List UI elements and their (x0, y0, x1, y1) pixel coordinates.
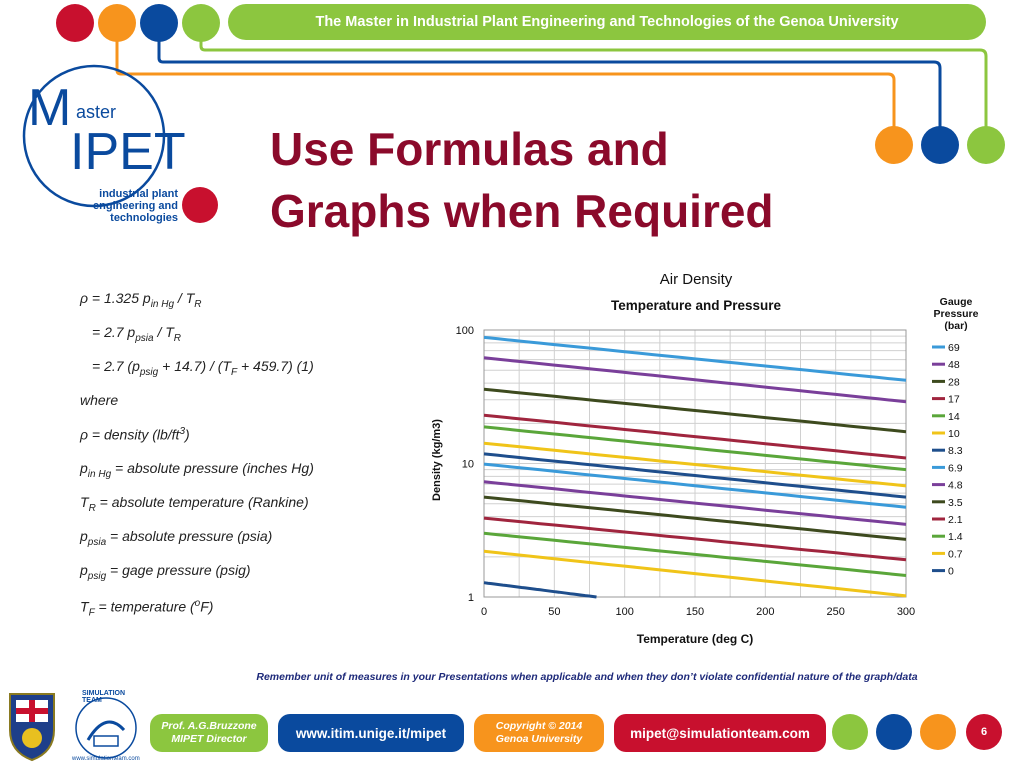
footer-blue-dot (876, 714, 912, 750)
legend-label-6.9: 6.9 (948, 462, 963, 475)
x-tick-label: 100 (615, 606, 634, 618)
def-pinhg: $p_{in Hg}$ = absolute pressure (inches Hg) (80, 460, 314, 480)
logo-aster: aster (76, 102, 117, 122)
legend-label-1.4: 1.4 (948, 531, 963, 544)
logo-m: M (28, 79, 72, 137)
green-dot-right (967, 126, 1005, 164)
def-tf: $T_F$ = temperature ($^o$F) (80, 598, 214, 619)
y-tick-label: 1 (467, 592, 474, 604)
legend-title: (bar) (944, 320, 968, 332)
logo-tagline-2: engineering and (93, 200, 178, 212)
formula-2: = 2.7 $p_{psia} / T_R$ (92, 324, 182, 344)
formula-1: ρ = 1.325 $p_{in Hg} / T_R$ (80, 290, 202, 310)
slide-title (270, 118, 774, 242)
legend-title: Gauge (939, 296, 973, 308)
legend-label-17: 17 (948, 393, 960, 406)
slide-title-line1: Use Formulas and (270, 123, 669, 175)
chart-ylabel: Density (kg/m3) (431, 419, 443, 501)
sim-team-url: www.simulationteam.com (72, 756, 140, 762)
x-tick-label: 50 (548, 606, 561, 618)
logo-tagline-3: technologies (110, 212, 178, 224)
series-line-0 (484, 583, 597, 597)
blue-dot-right (921, 126, 959, 164)
chart-subtitle: Temperature and Pressure (610, 298, 782, 313)
legend-label-2.1: 2.1 (948, 514, 963, 526)
legend-label-10: 10 (948, 428, 960, 440)
legend-label-28: 28 (948, 376, 960, 389)
legend-title: Pressure (933, 308, 979, 320)
legend-label-8.3: 8.3 (948, 445, 963, 458)
x-tick-label: 200 (756, 606, 775, 618)
footnote: Remember unit of measures in your Presentations when applicable and when they don’t violate confidential nature of the graph/data (256, 671, 918, 683)
simulation-team-logo (66, 690, 146, 765)
footer-orange-dot (920, 714, 956, 750)
def-density: ρ = density $(lb/ft^3)$ (80, 426, 190, 443)
mipet-logo (12, 60, 232, 235)
legend-label-0: 0 (948, 565, 954, 578)
y-tick-label: 100 (455, 325, 474, 337)
sim-team-text: SIMULATION TEAM (82, 690, 126, 704)
slide-title-line2: Graphs when Required (270, 185, 774, 237)
air-density-chart (420, 262, 1020, 652)
logo-tagline-1: industrial plant (99, 188, 178, 200)
legend-label-3.5: 3.5 (948, 496, 963, 509)
legend-label-69: 69 (948, 342, 960, 354)
formula-3: = 2.7 $(p_{psig} + 14.7) / (T_F + 459.7)$ (1) (92, 358, 314, 378)
page-number-badge: 6 (966, 714, 1002, 750)
x-tick-label: 300 (896, 606, 916, 618)
website-link[interactable]: www.itim.unige.it/mipet (278, 714, 464, 752)
legend-label-4.8: 4.8 (948, 479, 963, 492)
def-ppsia: $p_{psia}$ = absolute pressure (psia) (80, 528, 273, 548)
chart-xlabel: Temperature (deg C) (636, 632, 754, 646)
genoa-crest (4, 690, 60, 762)
footer-green-dot (832, 714, 868, 750)
legend-label-14: 14 (948, 410, 960, 423)
legend-label-48: 48 (948, 359, 960, 372)
email-link[interactable]: mipet@simulationteam.com (614, 714, 826, 752)
x-tick-label: 0 (480, 606, 488, 618)
orange-dot-right (875, 126, 913, 164)
where-label: where (80, 392, 119, 408)
def-ppsig: $p_{psig}$ = gage pressure (psig) (80, 562, 251, 582)
chart-title: Air Density (659, 271, 733, 288)
x-tick-label: 150 (685, 606, 705, 618)
def-tr: $T_R$ = absolute temperature (Rankine) (80, 494, 309, 514)
x-tick-label: 250 (826, 606, 845, 618)
logo-ipet: IPET (70, 123, 186, 181)
header-title: The Master in Industrial Plant Engineering and Technologies of the Genoa University (228, 4, 986, 40)
legend-label-0.7: 0.7 (948, 548, 963, 561)
y-tick-label: 10 (461, 458, 474, 471)
director-pill: Prof. A.G.Bruzzone MIPET Director (150, 714, 268, 752)
copyright-pill: Copyright © 2014 Genoa University (474, 714, 604, 752)
